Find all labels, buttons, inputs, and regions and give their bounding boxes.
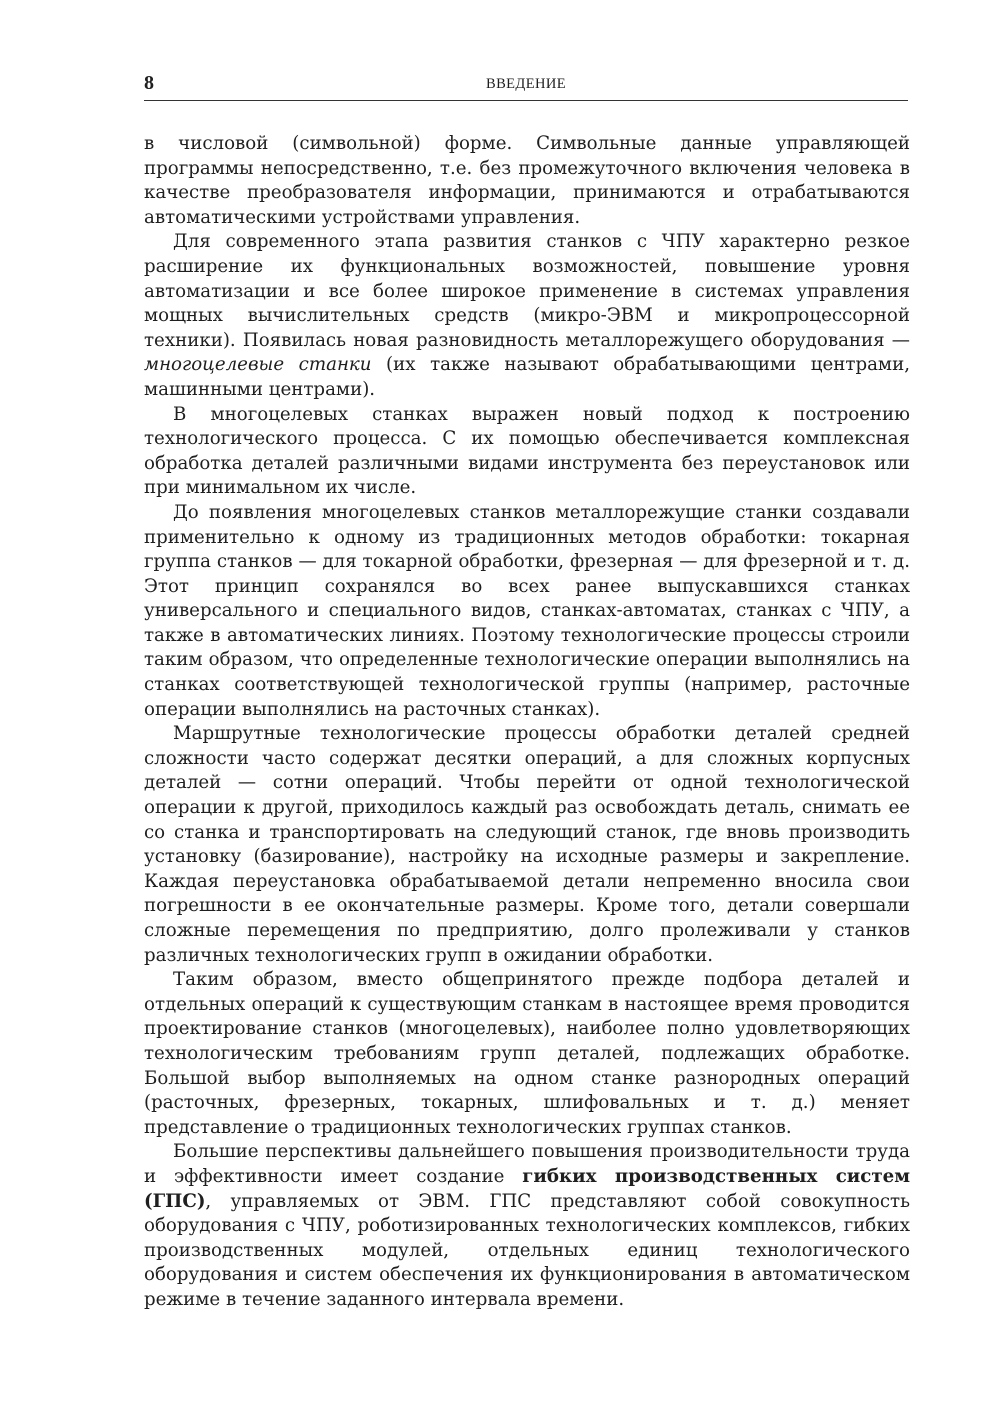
paragraph-4: До появления многоцелевых станков металлорежущие станки создавали применительно к одному из традиционных методов обработки: токарная группа станков — для токарной обработки, фрезерная — для фрезерной и т. д. Этот принцип сохранялся во всех ранее выпускавшихся станках универсального и специального видов, станках-автоматах, станках с ЧПУ, а также в автоматических линиях. Поэтому технологические процессы строили таким образом, что определенные технологические операции выполнялись на станках соответствующей технологической группы (например, расточные операции выполнялись на расточных станках). xyxy=(144,501,910,720)
paragraph-2-part-1: Для современного этапа развития станков с ЧПУ характерно резкое расширение их функциональных возможностей, повышение уровня автоматизации и все более широкое применение в системах управления мощных вычислительных средств (микро-ЭВМ и микропроцессорной техники). Появилась новая разновидность металлорежущего оборудования — xyxy=(144,231,910,351)
paragraph-1: в числовой (символьной) форме. Символьные данные управляющей программы непосредственно, т.е. без промежуточного включения человека в качестве преобразователя информации, принимаются и отрабатываются автоматическими устройствами управления. xyxy=(144,133,910,228)
paragraph-2-part-2: (их также называют обрабатывающими центрами, машинными центрами). xyxy=(144,354,910,400)
paragraph-7-bold-term: гибких производственных систем (ГПС) xyxy=(144,1165,910,1212)
paragraph-7 xyxy=(144,1140,910,1312)
running-header xyxy=(144,70,908,101)
paragraph-7-part-2: , управляемых от ЭВМ. ГПС представляют собой совокупность оборудования с ЧПУ, роботизированных технологических комплексов, гибких производственных модулей, отдельных единиц технологического оборудования и систем обеспечения их функционирования в автоматическом режиме в течение заданного интервала времени. xyxy=(144,1190,910,1310)
paragraph-7-part-1: Большие перспективы дальнейшего повышения производительности труда и эффективности имеет создание xyxy=(144,1141,910,1187)
paragraph-5: Маршрутные технологические процессы обработки деталей средней сложности часто содержат десятки операций, а для сложных корпусных деталей — сотни операций. Чтобы перейти от одной технологической операции к другой, приходилось каждый раз освобождать деталь, снимать ее со станка и транспортировать на следующий станок, где вновь производить установку (базирование), настройку на исходные размеры и закрепление. Каждая переустановка обрабатываемой детали непременно вносила свои погрешности в ее окончательные размеры. Кроме того, детали совершали сложные перемещения по предприятию, долго пролеживали у станков различных технологических групп в ожидании обработки. xyxy=(144,723,910,966)
body-text xyxy=(144,132,910,1313)
paragraph-2 xyxy=(144,230,910,402)
page-number: 8 xyxy=(144,72,154,94)
chapter-title: ВВЕДЕНИЕ xyxy=(486,76,566,92)
paragraph-6: Таким образом, вместо общепринятого прежде подбора деталей и отдельных операций к существующим станкам в настоящее время проводится проектирование станков (многоцелевых), наиболее полно удовлетворяющих технологическим требованиям групп деталей, подлежащих обработке. Большой выбор выполняемых на одном станке разнородных операций (расточных, фрезерных, токарных, шлифовальных и т. д.) меняет представление о традиционных технологических группах станков. xyxy=(144,969,910,1138)
paragraph-3: В многоцелевых станках выражен новый подход к построению технологического процесса. С их помощью обеспечивается комплексная обработка деталей различными видами инструмента без переустановок или при минимальном их числе. xyxy=(144,403,910,499)
paragraph-2-emphasis: многоцелевые станки xyxy=(144,354,372,376)
